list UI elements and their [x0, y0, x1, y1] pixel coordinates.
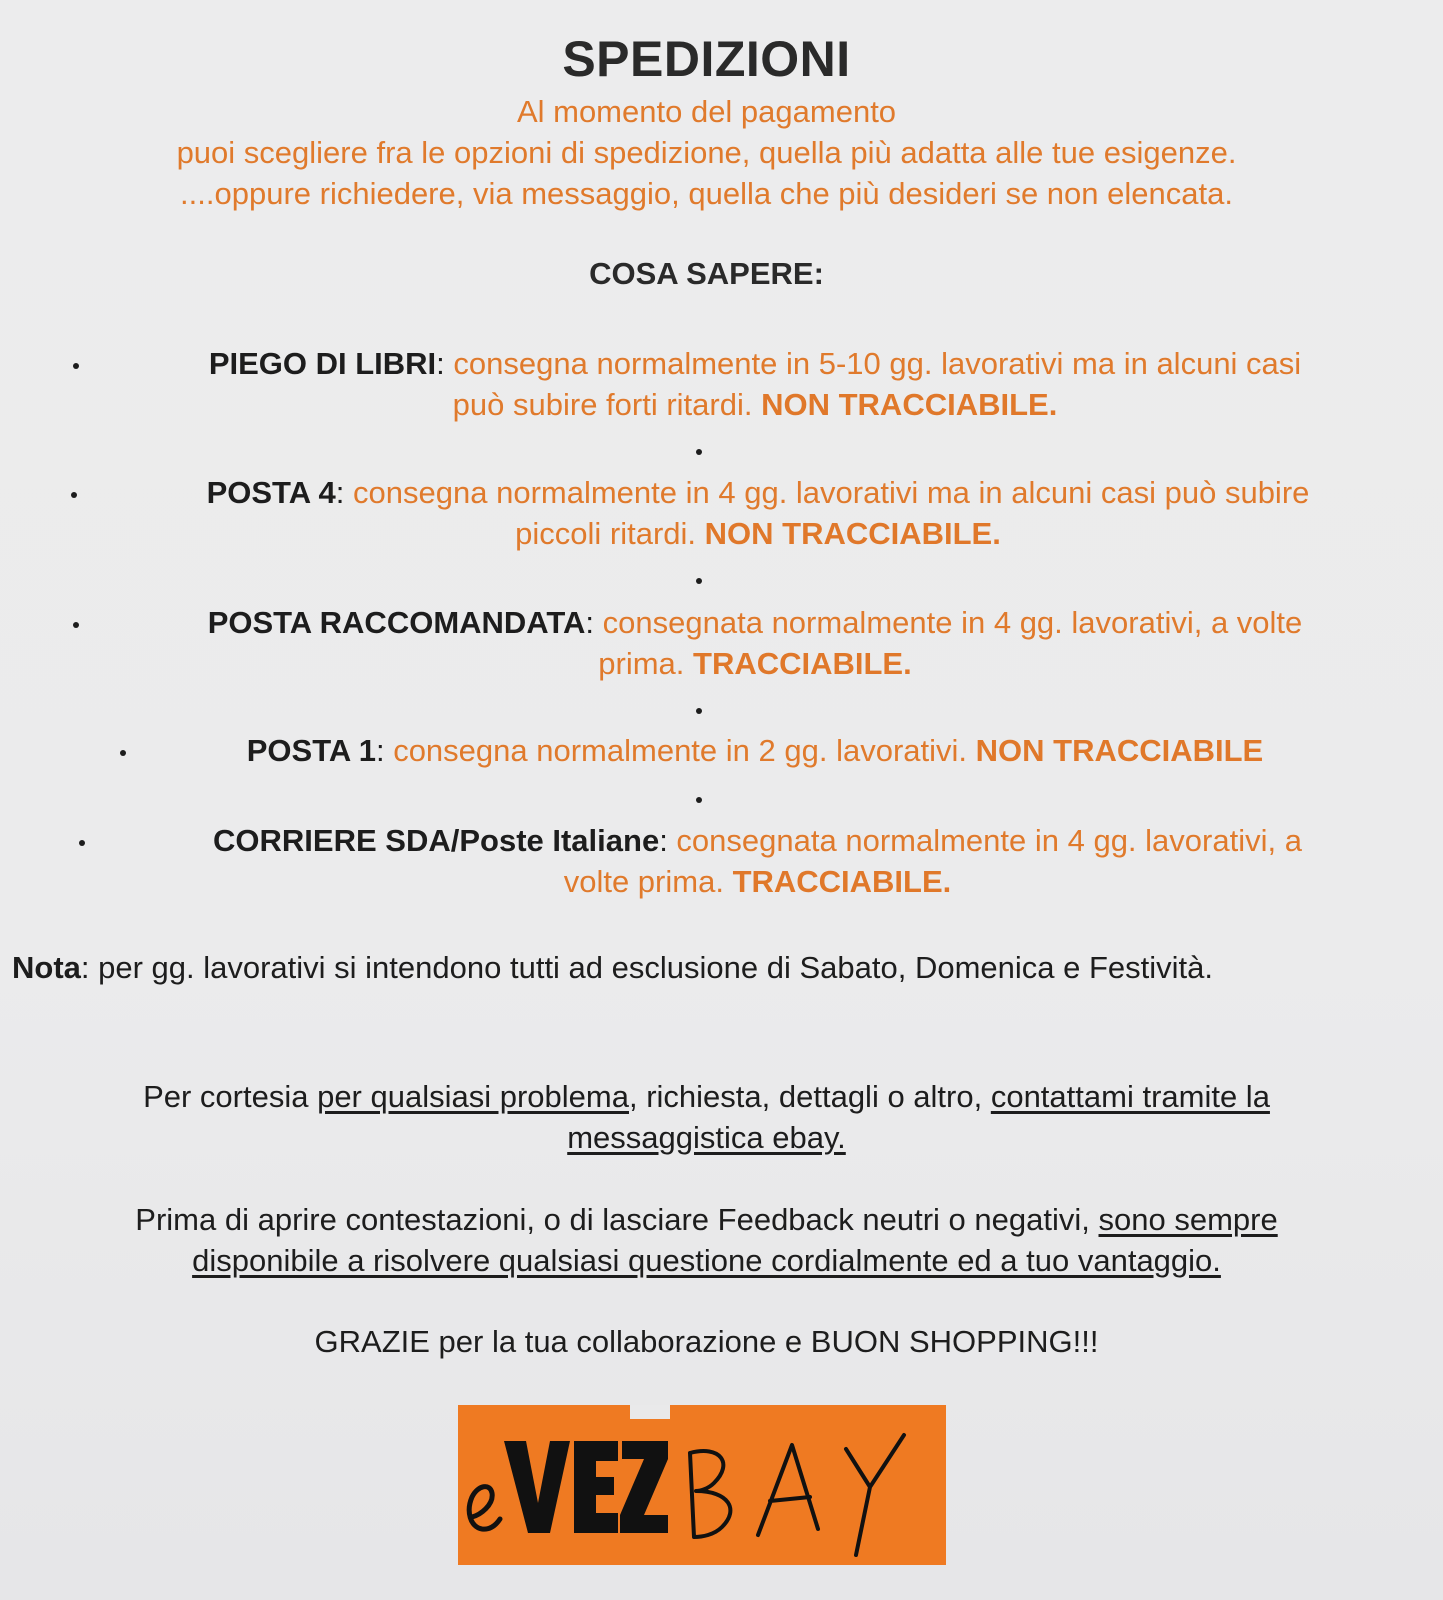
evezbay-logo: [458, 1405, 946, 1565]
thanks-text: GRAZIE per la tua collaborazione e BUON SHOPPING!!!: [314, 1324, 1099, 1359]
shipping-option-corriere: CORRIERE SDA/Poste Italiane: consegnata normalmente in 4 gg. lavorativi, a volte prima. TRACCIABILE.: [213, 823, 1302, 899]
note-label: Nota: [12, 950, 81, 985]
section-heading: COSA SAPERE:: [589, 256, 824, 291]
option-desc: consegna normalmente in 5-10 gg. lavorativi ma in alcuni casi: [453, 346, 1302, 381]
intro-line-1: Al momento del pagamento: [516, 94, 897, 129]
bullet-icon: [79, 840, 85, 846]
option-label: PIEGO DI LIBRI: [208, 346, 437, 381]
tracking-flag: TRACCIABILE.: [732, 864, 952, 899]
tracking-flag: TRACCIABILE.: [693, 646, 912, 681]
tracking-flag: NON TRACCIABILE.: [761, 387, 1058, 422]
option-label: POSTA 4: [206, 475, 336, 510]
tracking-flag: NON TRACCIABILE.: [704, 516, 1001, 551]
option-desc: volte prima.: [563, 864, 724, 899]
bullet-icon: [71, 492, 77, 498]
option-label: POSTA RACCOMANDATA: [207, 605, 586, 640]
option-label: POSTA 1: [246, 733, 376, 768]
bullet-icon: [696, 708, 702, 714]
contact-paragraph: [0, 1076, 1413, 1158]
shipping-option-posta4: POSTA 4: consegna normalmente in 4 gg. lavorativi ma in alcuni casi può subire piccoli ritardi. NON TRACCIABILE.: [206, 475, 1310, 551]
bullet-icon: [73, 363, 79, 369]
feedback-underline-b: disponibile a risolvere qualsiasi questione cordialmente ed a tuo vantaggio.: [192, 1243, 1221, 1278]
option-desc: consegnata normalmente in 4 gg. lavorativi, a volte: [602, 605, 1303, 640]
bullet-icon: [696, 449, 702, 455]
logo-notch: [630, 1405, 670, 1419]
option-desc: consegna normalmente in 2 gg. lavorativi.: [393, 733, 968, 768]
intro-text: [0, 91, 1413, 214]
logo-wordmark: [458, 1405, 946, 1565]
option-desc: può subire forti ritardi.: [452, 387, 753, 422]
contact-middle: , richiesta, dettagli o altro,: [628, 1079, 991, 1114]
intro-line-2: puoi scegliere fra le opzioni di spedizione, quella più adatta alle tue esigenze.: [176, 135, 1237, 170]
note-text: : per gg. lavorativi si intendono tutti ad esclusione di Sabato, Domenica e Festività.: [80, 950, 1214, 985]
working-days-note: [12, 950, 1213, 986]
page-title: SPEDIZIONI: [562, 31, 851, 87]
feedback-paragraph: [0, 1199, 1413, 1281]
option-label: CORRIERE SDA/Poste Italiane: [213, 823, 660, 858]
contact-underline-2b: messaggistica ebay.: [567, 1120, 846, 1155]
shipping-option-raccomandata: POSTA RACCOMANDATA: consegnata normalmente in 4 gg. lavorativi, a volte prima. TRACCIABILE.: [207, 605, 1303, 681]
tracking-flag: NON TRACCIABILE: [975, 733, 1264, 768]
option-desc: consegnata normalmente in 4 gg. lavorativi, a: [676, 823, 1302, 858]
contact-prefix: Per cortesia: [143, 1079, 318, 1114]
bullet-icon: [120, 750, 126, 756]
shipping-option-piego: PIEGO DI LIBRI: consegna normalmente in 5-10 gg. lavorativi ma in alcuni casi può subire forti ritardi. NON TRACCIABILE.: [208, 346, 1302, 422]
bullet-icon: [696, 578, 702, 584]
option-desc: consegna normalmente in 4 gg. lavorativi ma in alcuni casi può subire: [353, 475, 1310, 510]
feedback-prefix: Prima di aprire contestazioni, o di lasciare Feedback neutri o negativi,: [135, 1202, 1099, 1237]
shipping-option-posta1: POSTA 1: consegna normalmente in 2 gg. lavorativi. NON TRACCIABILE: [246, 733, 1264, 768]
intro-line-3: ....oppure richiedere, via messaggio, quella che più desideri se non elencata.: [180, 176, 1233, 211]
bullet-icon: [696, 797, 702, 803]
bullet-icon: [73, 622, 79, 628]
option-desc: piccoli ritardi.: [515, 516, 697, 551]
option-desc: prima.: [598, 646, 685, 681]
contact-underline-1: per qualsiasi problema: [317, 1079, 629, 1114]
contact-underline-2a: contattami tramite la: [990, 1079, 1270, 1114]
feedback-underline-a: sono sempre: [1098, 1202, 1278, 1237]
